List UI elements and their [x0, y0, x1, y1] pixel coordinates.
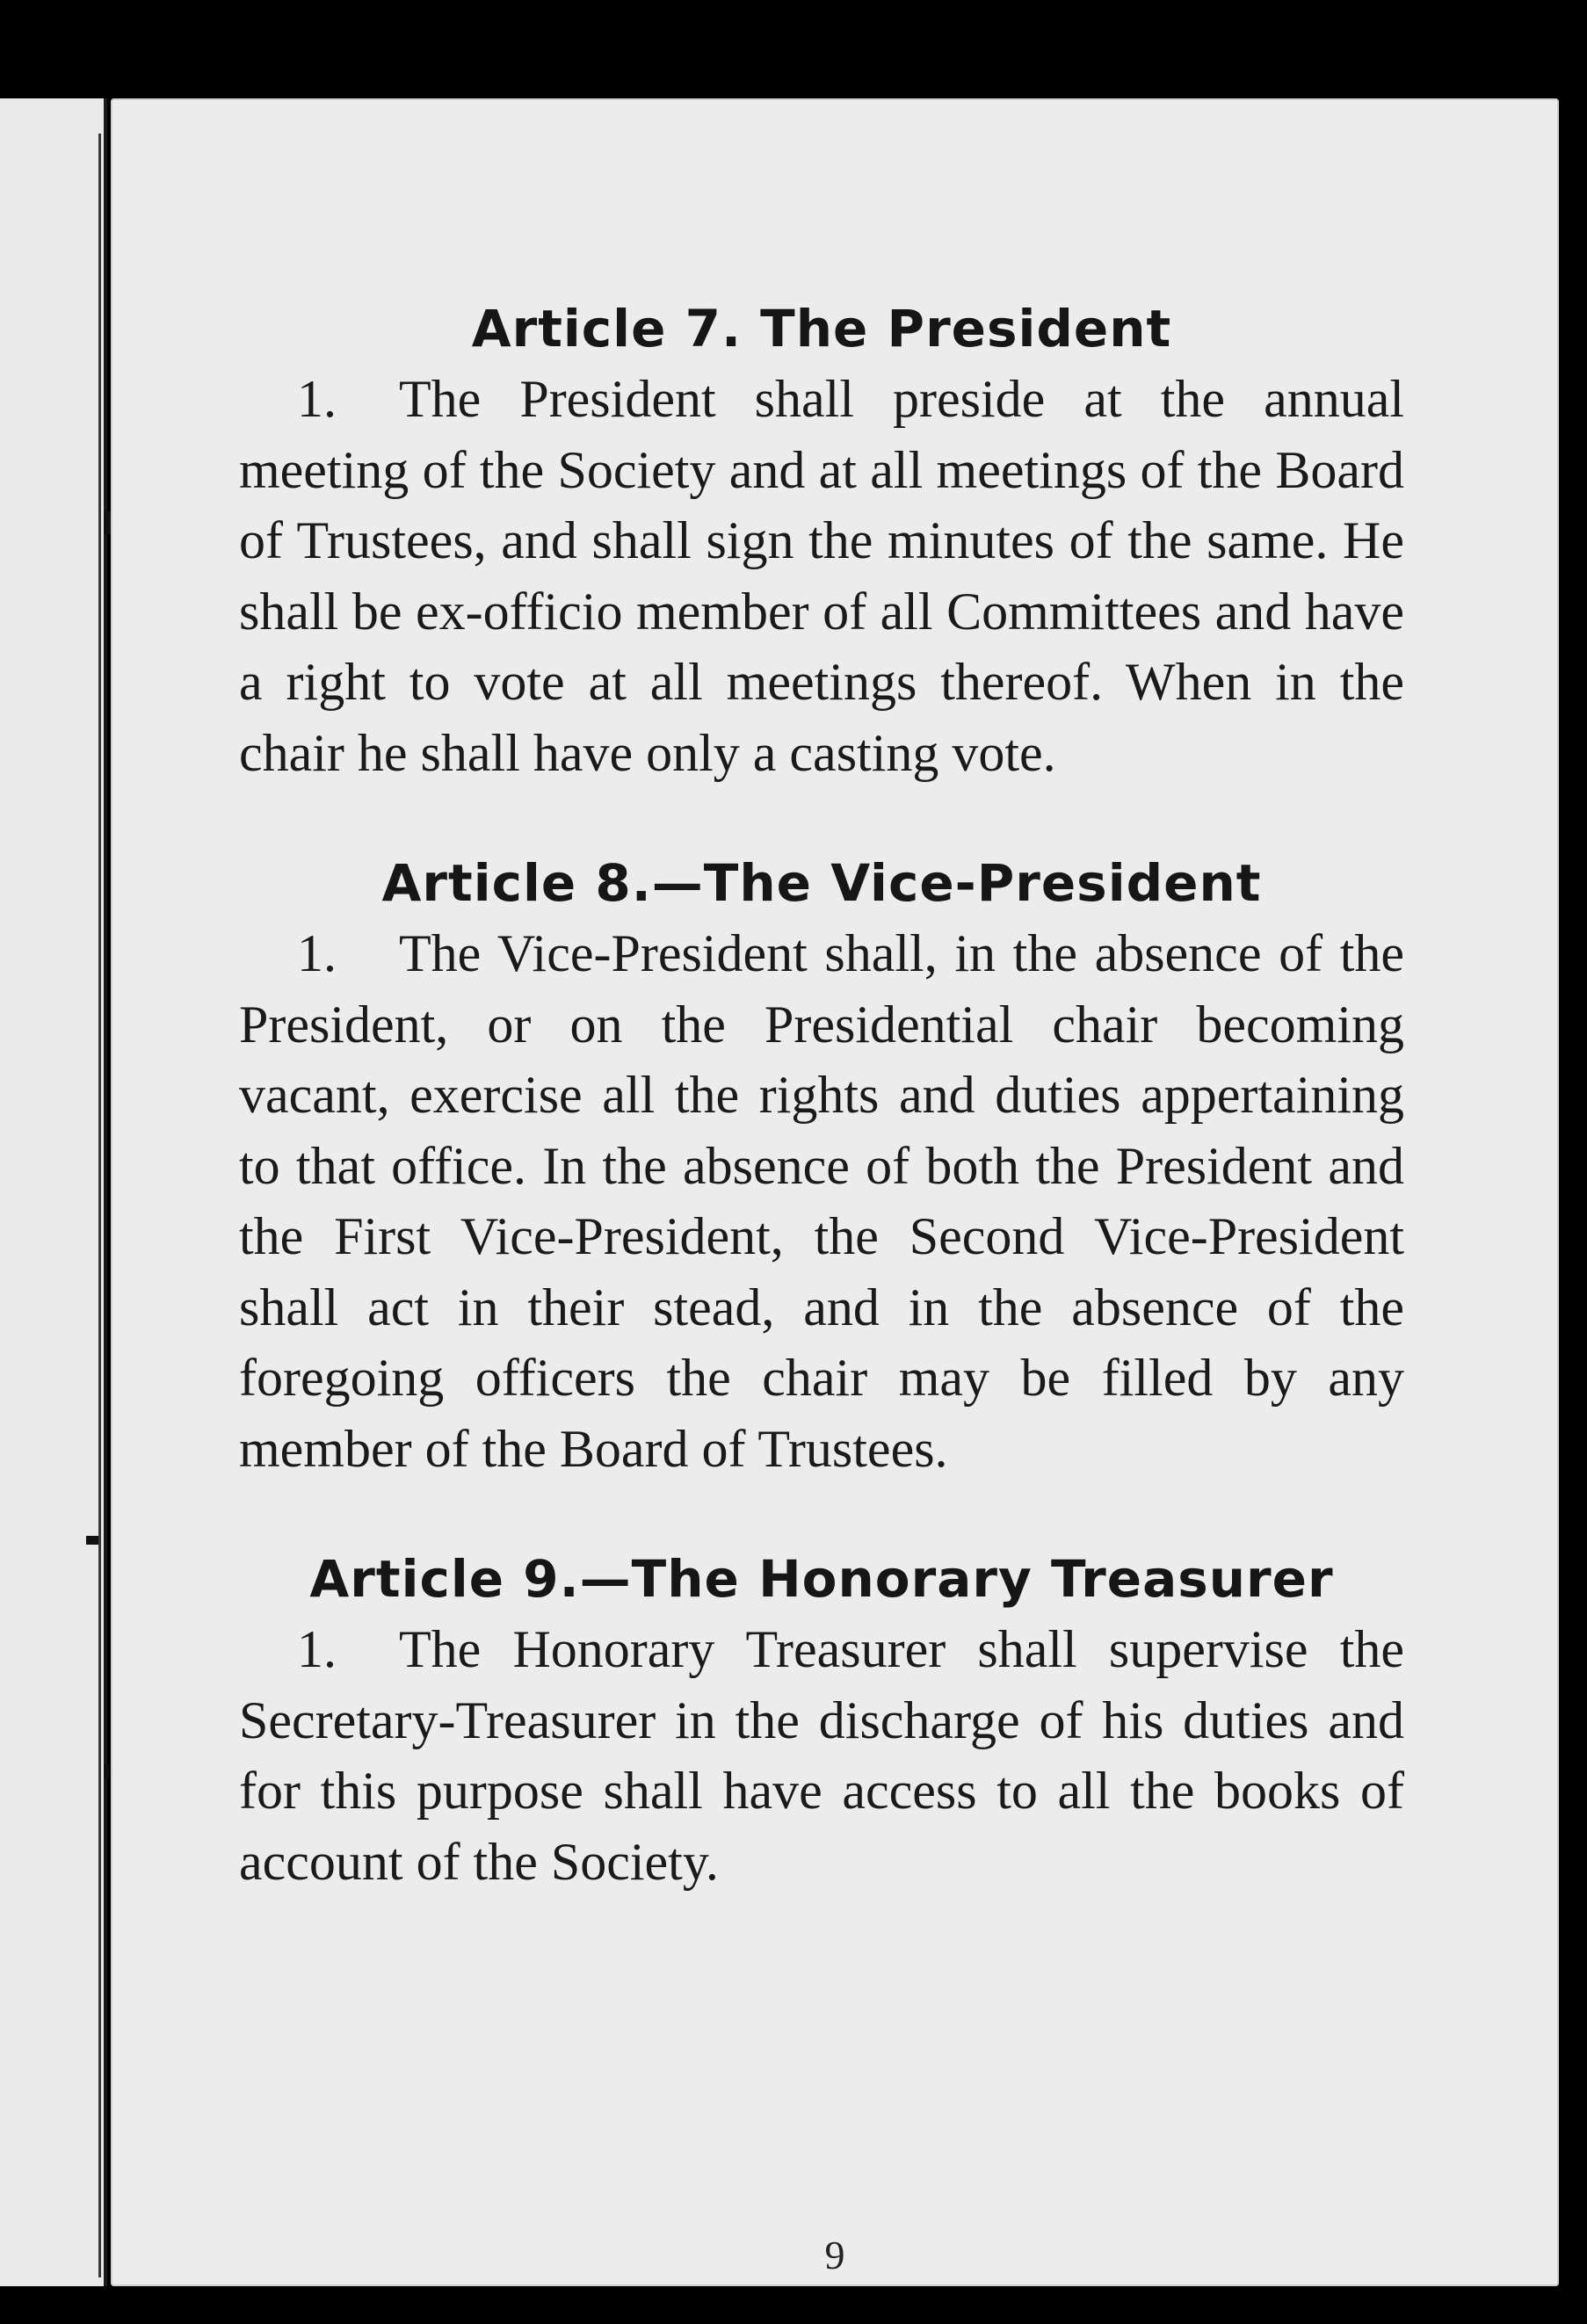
previous-page-edge [0, 98, 107, 2286]
page-number: 9 [824, 2233, 845, 2277]
article-7-section [239, 293, 1404, 788]
article-heading: Article 7. The President [471, 299, 1172, 358]
article-heading: Article 9.—The Honorary Treasurer [309, 1549, 1334, 1609]
margin-mark [104, 1764, 109, 1778]
page-content [239, 293, 1404, 1897]
article-heading: Article 8.—The Vice-President [381, 853, 1262, 913]
document-page [111, 98, 1559, 2286]
paragraph-text: The President shall preside at the annual meeting of the Society and at all meetings of the Board of Trustees, and shall sign the minutes of the same. He shall be ex-officio member of all Committees and have a right to vote at all meetings thereof. When in the chair he shall have only a casting vote. [239, 370, 1404, 782]
paragraph-text: The Vice-President shall, in the absence of the President, or on the Presidential chair becoming vacant, exercise all the rights and duties appertaining to that office. In the absence of both the President and the First Vice-President, the Second Vice-President shall act in their stead, and in the absence of the foregoing officers the chair may be filled by any member of the Board of Trustees. [239, 924, 1404, 1478]
paragraph-number: 1. [297, 370, 337, 428]
margin-mark [86, 1536, 98, 1545]
article-paragraph [239, 918, 1404, 1484]
paragraph-text: The Honorary Treasurer shall supervise the Secretary-Treasurer in the discharge of his duties and for this purpose shall have access to all the books of account of the Society. [239, 1620, 1404, 1891]
paragraph-number: 1. [297, 924, 337, 982]
article-paragraph [239, 1614, 1404, 1897]
paragraph-number: 1. [297, 1620, 337, 1678]
article-9-section [239, 1544, 1404, 1897]
article-8-section [239, 848, 1404, 1484]
margin-mark [104, 511, 111, 534]
article-paragraph [239, 364, 1404, 788]
binding-gutter-line [98, 134, 101, 2277]
